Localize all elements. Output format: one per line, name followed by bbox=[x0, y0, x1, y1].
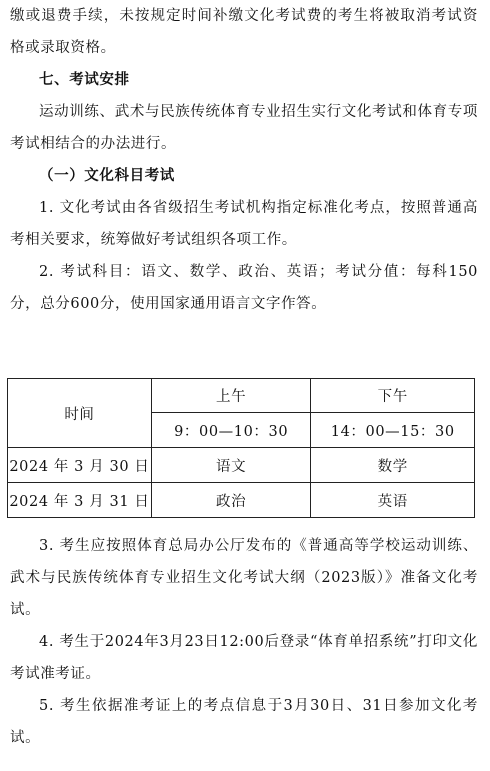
table-header-row bbox=[8, 379, 475, 413]
morning-subject-cell: 语文 bbox=[151, 448, 311, 483]
paragraph-method: 运动训练、武术与民族传统体育专业招生实行文化考试和体育专项考试相结合的办法进行。 bbox=[10, 104, 478, 152]
table-row bbox=[8, 483, 475, 518]
top-text-block bbox=[10, 0, 478, 320]
date-cell: 2024 年 3 月 30 日 bbox=[8, 448, 152, 483]
afternoon-subject-cell: 英语 bbox=[311, 483, 475, 518]
paragraph-item-2: 2. 考试科目：语文、数学、政治、英语；考试分值：每科150分，总分600分，使用国家通用语言文字作答。 bbox=[10, 264, 478, 312]
header-afternoon-cell: 下午 bbox=[311, 379, 475, 413]
morning-hours-cell: 9：00—10：30 bbox=[151, 413, 311, 448]
subsection-heading-culture-exam: （一）文化科目考试 bbox=[39, 168, 175, 184]
paragraph-item-3: 3. 考生应按照体育总局办公厅发布的《普通高等学校运动训练、武术与民族传统体育专业招生文化考试大纲（2023版）》准备文化考试。 bbox=[10, 538, 478, 618]
exam-schedule-table bbox=[7, 378, 475, 518]
section-seven-heading: 七、考试安排 bbox=[39, 72, 130, 88]
paragraph-item-5: 5. 考生依据准考证上的考点信息于3月30日、31日参加文化考试。 bbox=[10, 698, 478, 746]
afternoon-subject-cell: 数学 bbox=[311, 448, 475, 483]
morning-subject-cell: 政治 bbox=[151, 483, 311, 518]
date-cell: 2024 年 3 月 31 日 bbox=[8, 483, 152, 518]
paragraph-item-4: 4. 考生于2024年3月23日12:00后登录“体育单招系统”打印文化考试准考证。 bbox=[10, 634, 478, 682]
header-time-cell: 时间 bbox=[8, 379, 152, 448]
header-morning-cell: 上午 bbox=[151, 379, 311, 413]
table-row bbox=[8, 448, 475, 483]
paragraph-fee-continuation: 缴或退费手续，未按规定时间补缴文化考试费的考生将被取消考试资格或录取资格。 bbox=[10, 8, 478, 56]
paragraph-item-1: 1. 文化考试由各省级招生考试机构指定标准化考点，按照普通高考相关要求，统筹做好考试组织各项工作。 bbox=[10, 200, 478, 248]
bottom-text-block bbox=[10, 530, 478, 754]
afternoon-hours-cell: 14：00—15：30 bbox=[311, 413, 475, 448]
